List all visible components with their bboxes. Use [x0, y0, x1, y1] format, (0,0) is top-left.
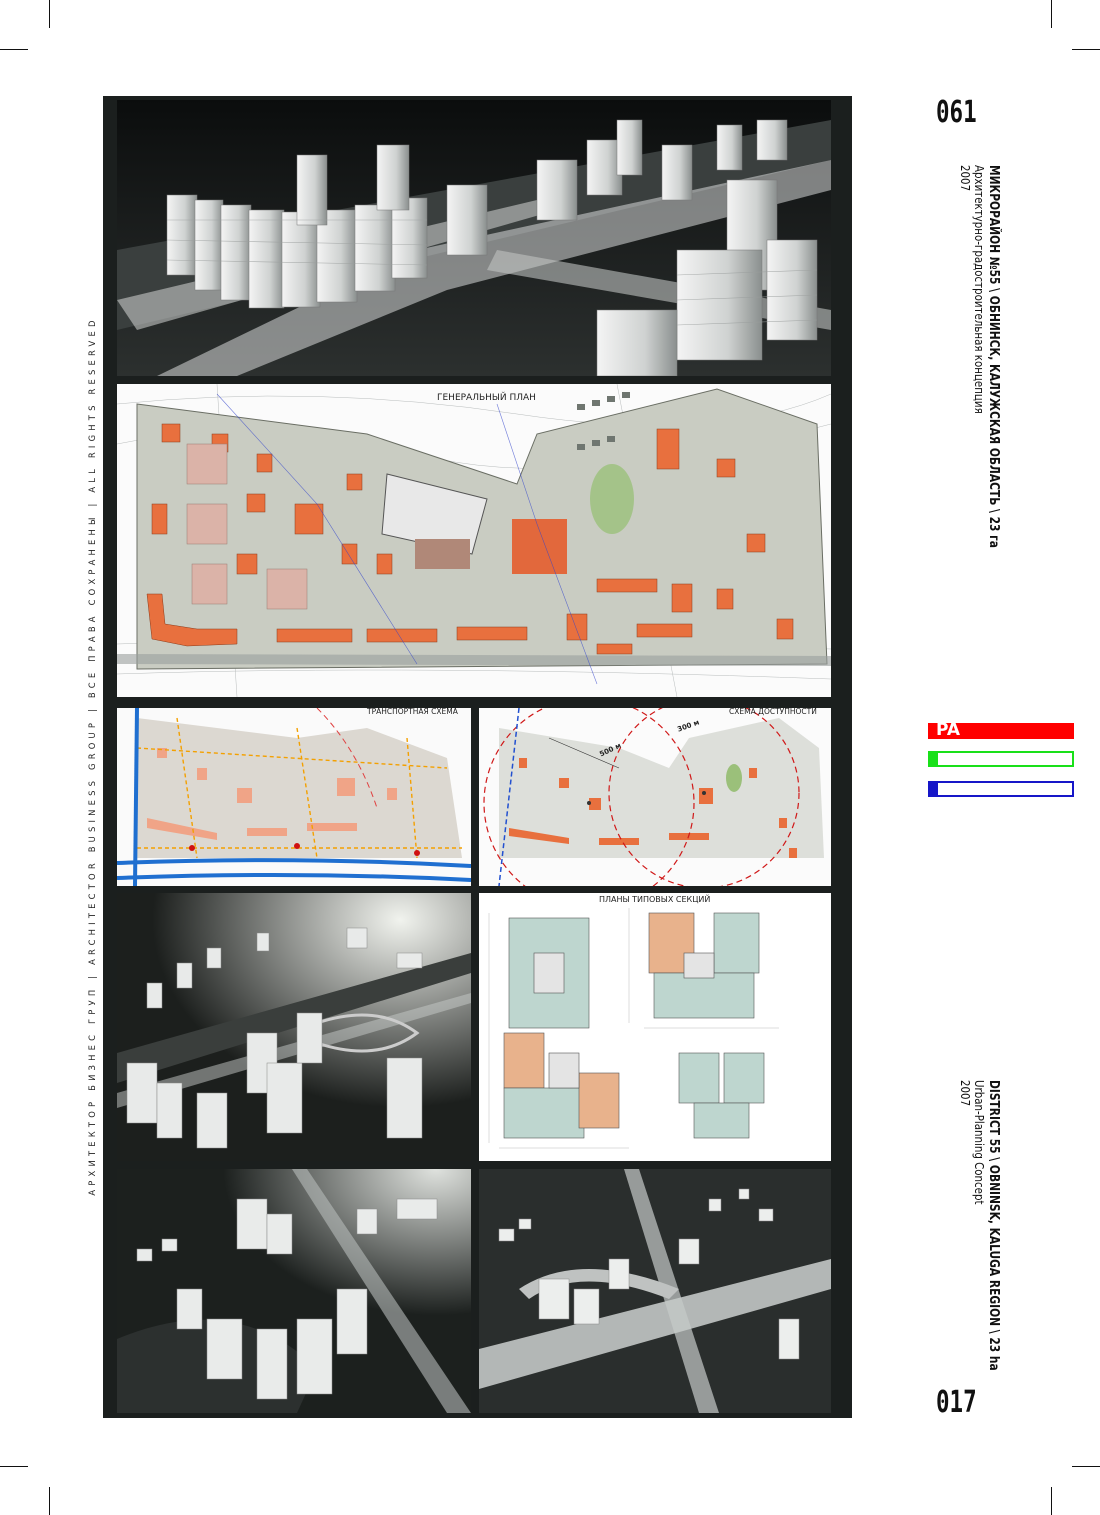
radius-label-300: 300 м	[676, 718, 701, 734]
crop-mark	[0, 49, 28, 50]
crop-mark	[0, 1466, 28, 1467]
crop-mark	[49, 0, 50, 28]
section-plans	[479, 893, 831, 1161]
page-number-top: 061	[936, 95, 977, 130]
legend-bar-green	[928, 751, 1074, 767]
aerial-render-bottom-right	[479, 1169, 831, 1413]
aerial-render-bottom-left	[117, 1169, 471, 1413]
radius-label-500: 500 м	[598, 741, 623, 759]
title-ru-line1: МИКРОРАЙОН №55 \ ОБНИНСК, КАЛУЖСКАЯ ОБЛАСТЬ \ 23 га	[986, 165, 1001, 548]
crop-mark	[1072, 1466, 1100, 1467]
project-title-ru	[958, 165, 1000, 632]
legend-badge: PA	[936, 720, 961, 740]
section-plans-title: ПЛАНЫ ТИПОВЫХ СЕКЦИЙ	[599, 895, 711, 904]
crop-mark	[1072, 49, 1100, 50]
project-title-en	[958, 1080, 1000, 1435]
crop-mark	[1051, 0, 1052, 28]
presentation-board	[103, 96, 852, 1418]
aerial-render-middle	[117, 893, 471, 1161]
title-ru-line2: Архитектурно-градостроительная концепция	[972, 165, 987, 414]
rights-text: АРХИТЕКТОР БИЗНЕС ГРУП | ARCHITECTOR BUSINESS GROUP | ВСЕ ПРАВА СОХРАНЕНЫ | ALL RIGHTS RESERVED	[87, 316, 97, 1196]
transport-title: ТРАНСПОРТНАЯ СХЕМА	[367, 708, 458, 716]
crop-mark	[1051, 1487, 1052, 1515]
rights-strip	[84, 96, 100, 1416]
accessibility-scheme	[479, 708, 831, 886]
page-number-bottom: 017	[936, 1385, 977, 1420]
legend-bar-blue	[928, 781, 1074, 797]
title-en-line2: Urban-Planning Concept	[972, 1080, 987, 1205]
title-en-line3: 2007	[958, 1080, 973, 1107]
accessibility-title: СХЕМА ДОСТУПНОСТИ	[729, 708, 817, 716]
transport-scheme	[117, 708, 471, 886]
master-plan	[117, 384, 831, 697]
aerial-render-top	[117, 100, 831, 376]
title-en-line1: DISTRICT 55 \ OBNINSK, KALUGA REGION \ 23 ha	[986, 1080, 1001, 1371]
title-ru-line3: 2007	[958, 165, 973, 192]
master-plan-title: ГЕНЕРАЛЬНЫЙ ПЛАН	[437, 393, 536, 403]
legend-bar-red	[928, 720, 1074, 740]
crop-mark	[49, 1487, 50, 1515]
